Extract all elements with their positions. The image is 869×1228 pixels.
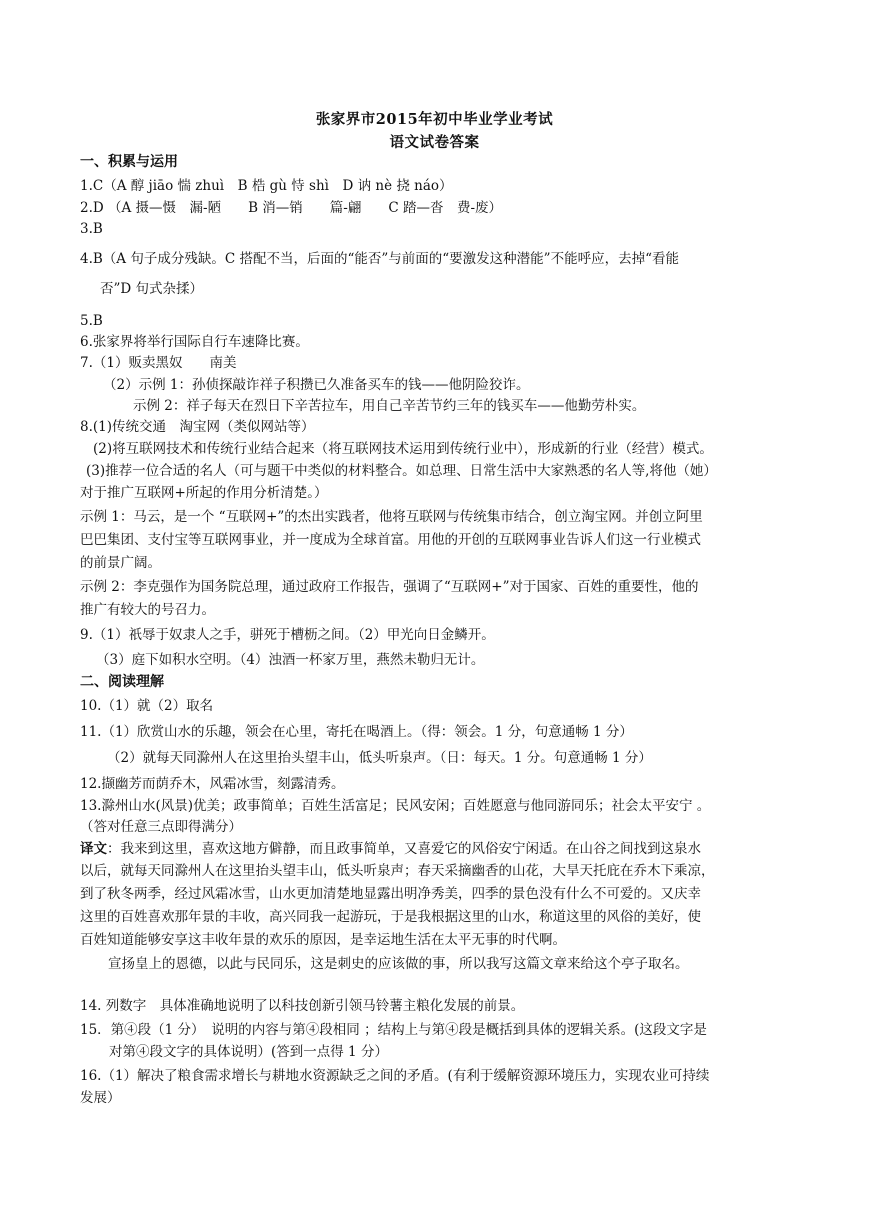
- translation-line-1: [80, 840, 792, 858]
- answer-5: 5.B: [80, 313, 103, 329]
- answer-16-line-2: 发展）: [80, 1090, 121, 1106]
- answer-14: 14. 列数字 具体准确地说明了以科技创新引领马铃薯主粮化发展的前景。: [80, 998, 525, 1014]
- answer-12: 12.撷幽芳而荫乔木，风霜冰雪，刻露清秀。: [80, 776, 345, 792]
- answer-6: 6.张家界将举行国际自行车速降比赛。: [80, 334, 309, 350]
- answer-8-line-7: 的前景广阔。: [80, 555, 161, 571]
- answer-9-line-1: 9.（1）祇辱于奴隶人之手，骈死于槽枥之间。（2）甲光向日金鳞开。: [80, 627, 495, 643]
- answer-8-line-1: 8.(1)传统交通 淘宝网（类似网站等）: [80, 419, 315, 435]
- answer-4-line-1: 4.B（A 句子成分残缺。C 搭配不当，后面的“能否”与前面的“要激发这种潜能”不能呼应，去掉“看能: [80, 251, 679, 267]
- answer-4-line-2: 否”D 句式杂揉）: [100, 281, 204, 297]
- translation-line-3: 到了秋冬两季，经过风霜冰雪，山水更加清楚地显露出明净秀美，四季的景色没有什么不可爱的。又庆幸: [80, 886, 701, 902]
- answer-9-line-2: （3）庭下如积水空明。（4）浊酒一杯家万里，燕然未勒归无计。: [96, 652, 485, 668]
- answer-15-line-2: 对第④段文字的具体说明）(答到一点得 1 分）: [109, 1044, 388, 1060]
- answer-15-line-1: 15．第④段（1 分） 说明的内容与第④段相同 ；结构上与第④段是概括到具体的逻辑关系。(这段文字是: [80, 1022, 707, 1038]
- answer-7-line-1: 7.（1）贩卖黑奴 南美: [80, 355, 237, 371]
- translation-text-1: ：我来到这里，喜欢这地方僻静，而且政事简单，又喜爱它的风俗安宁闲适。在山谷之间找到这泉水: [107, 841, 701, 857]
- section-heading-1: 一、积累与运用: [80, 154, 178, 170]
- answer-8-line-3: (3)推荐一位合适的名人（可与题干中类似的材料整合。如总理、日常生活中大家熟悉的名人等,将他（她）: [86, 463, 717, 479]
- answer-7-line-3: 示例 2：祥子每天在烈日下辛苦拉车，用自己辛苦节约三年的钱买车——他勤劳朴实。: [133, 398, 646, 414]
- translation-label: 译文: [80, 841, 107, 857]
- answer-1: 1.C（A 醇 jiāo 惴 zhuì B 梏 gù 恃 shì D 讷 nè 挠 náo）: [80, 178, 453, 194]
- translation-line-6: 宣扬皇上的恩德，以此与民同乐，这是刺史的应该做的事，所以我写这篇文章来给这个亭子取名。: [108, 956, 689, 972]
- answer-11-line-1: 11.（1）欣赏山水的乐趣，领会在心里，寄托在喝酒上。（得：领会。1 分，句意通畅 1 分）: [80, 724, 633, 740]
- answer-16-line-1: 16.（1）解决了粮食需求增长与耕地水资源缺乏之间的矛盾。(有利于缓解资源环境压力，实现农业可持续: [80, 1068, 710, 1084]
- translation-line-2: 以后，就每天同滁州人在这里抬头望丰山，低头听泉声；春天采摘幽香的山花，大旱天托庇在乔木下乘凉，: [80, 863, 715, 879]
- answer-2: 2.D （A 摄—慑 漏-陋 B 消—销 篇-翩 C 踏—沓 费-废）: [80, 200, 503, 216]
- exam-title: 张家界市2015年初中毕业学业考试: [315, 111, 554, 128]
- answer-8-line-9: 推广有较大的号召力。: [80, 602, 215, 618]
- section-heading-2: 二、阅读理解: [80, 674, 164, 690]
- translation-line-5: 百姓知道能够安享这丰收年景的欢乐的原因，是幸运地生活在太平无事的时代啊。: [80, 932, 566, 948]
- answer-8-line-2: (2)将互联网技术和传统行业结合起来（将互联网技术运用到传统行业中），形成新的行业（经营）模式。: [93, 441, 713, 457]
- answer-3: 3.B: [80, 221, 103, 237]
- answer-7-line-2: （2）示例 1：孙侦探敲诈祥子积攒已久准备买车的钱——他阴险狡诈。: [103, 377, 530, 393]
- answer-13-line-2: （答对任意三点即得满分）: [80, 819, 242, 835]
- answer-8-line-5: 示例 1：马云，是一个 “互联网+”的杰出实践者，他将互联网与传统集市结合，创立淘宝网。并创立阿里: [80, 509, 703, 525]
- answer-8-line-6: 巴巴集团、支付宝等互联网事业，并一度成为全球首富。用他的开创的互联网事业告诉人们这一行业模式: [80, 532, 701, 548]
- answer-11-line-2: （2）就每天同滁州人在这里抬头望丰山，低头听泉声。（日：每天。1 分。句意通畅 1 分）: [107, 750, 652, 766]
- answer-10: 10.（1）就（2）取名: [80, 698, 214, 714]
- answer-title: 语文试卷答案: [389, 134, 480, 151]
- answer-13-line-1: 13.滁州山水(风景)优美；政事简单；百姓生活富足；民风安闲；百姓愿意与他同游同乐；社会太平安宁 。: [80, 798, 711, 814]
- answer-8-line-8: 示例 2：李克强作为国务院总理，通过政府工作报告，强调了“互联网+”对于国家、百姓的重要性，他的: [80, 579, 699, 595]
- answer-8-line-4: 对于推广互联网+所起的作用分析清楚。）: [80, 485, 328, 501]
- translation-line-4: 这里的百姓喜欢那年景的丰收，高兴同我一起游玩，于是我根据这里的山水，称道这里的风俗的美好，使: [80, 909, 701, 925]
